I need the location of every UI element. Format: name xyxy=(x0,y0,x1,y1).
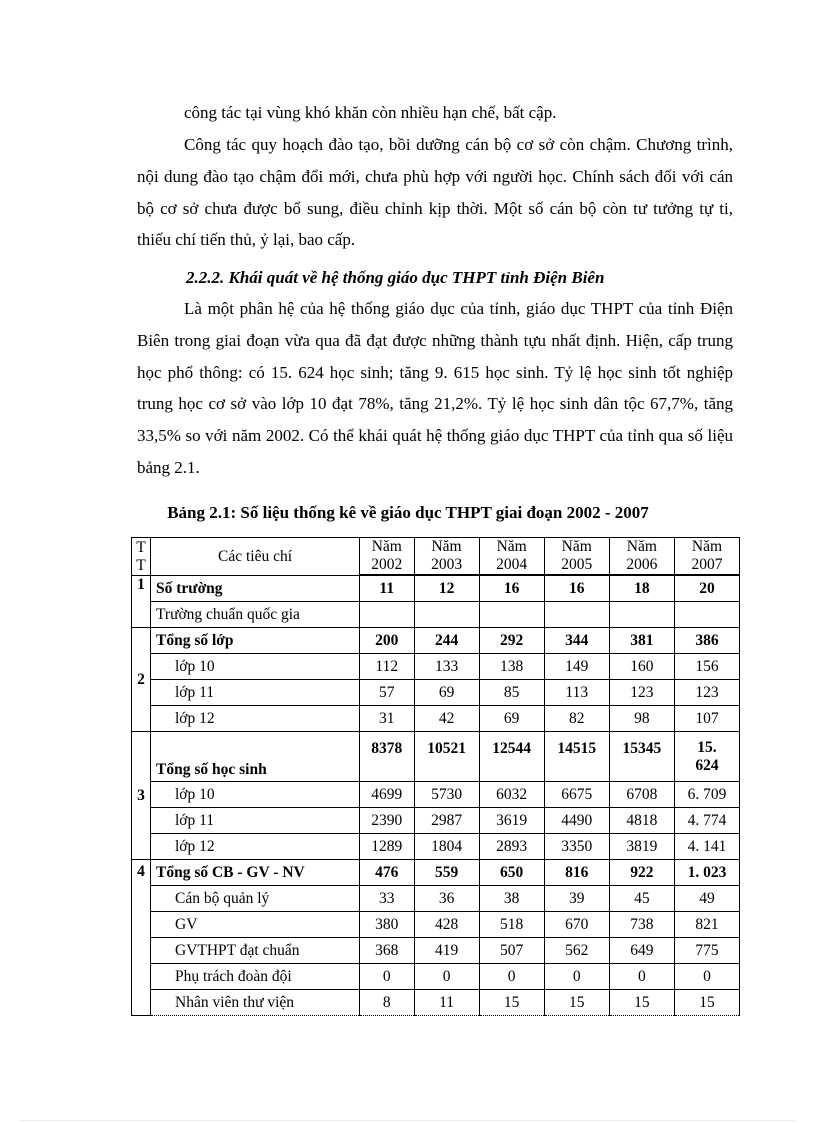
cell: 292 xyxy=(479,628,544,654)
cell: 138 xyxy=(479,654,544,680)
group-number: 3 xyxy=(132,732,151,860)
cell: 57 xyxy=(360,680,415,706)
cell: 4699 xyxy=(360,782,415,808)
cell: 14515 xyxy=(544,732,609,782)
cell: 6032 xyxy=(479,782,544,808)
cell: 344 xyxy=(544,628,609,654)
cell: 31 xyxy=(360,706,415,732)
cell: 559 xyxy=(414,860,479,886)
row-label: lớp 10 xyxy=(151,654,360,680)
cell: 15 xyxy=(479,990,544,1016)
cell: 98 xyxy=(609,706,674,732)
paragraph-training: Công tác quy hoạch đào tạo, bồi dưỡng cán bộ cơ sở còn chậm. Chương trình, nội dung đào tạo chậm đổi mới, chưa phù hợp với người học. Chính sách đối với cán bộ cơ sở chưa được bổ sung, điều chỉnh kịp thời. Một số cán bộ còn tư tưởng tự ti, thiếu chí tiến thủ, ỷ lại, bao cấp. xyxy=(137,135,733,250)
cell: 428 xyxy=(414,912,479,938)
cell: 922 xyxy=(609,860,674,886)
row-label: Tổng số CB - GV - NV xyxy=(151,860,360,886)
cell xyxy=(414,602,479,628)
row-label: GVTHPT đạt chuẩn xyxy=(151,938,360,964)
cell: 156 xyxy=(674,654,739,680)
row-label: lớp 11 xyxy=(151,808,360,834)
cell: 42 xyxy=(414,706,479,732)
cell: 36 xyxy=(414,886,479,912)
statistics-table xyxy=(131,537,740,1016)
cell: 112 xyxy=(360,654,415,680)
row-label: Tổng số học sinh xyxy=(151,732,360,782)
cell: 33 xyxy=(360,886,415,912)
cell: 15 xyxy=(544,990,609,1016)
cell: 113 xyxy=(544,680,609,706)
row-label: Nhân viên thư viện xyxy=(151,990,360,1016)
cell xyxy=(609,602,674,628)
cell: 8378 xyxy=(360,732,415,782)
cell: 518 xyxy=(479,912,544,938)
cell: 0 xyxy=(544,964,609,990)
row-label: lớp 12 xyxy=(151,706,360,732)
cell: 160 xyxy=(609,654,674,680)
table-row xyxy=(132,628,740,654)
table-row xyxy=(132,990,740,1016)
cell: 1. 023 xyxy=(674,860,739,886)
cell: 0 xyxy=(360,964,415,990)
cell: 149 xyxy=(544,654,609,680)
table-caption: Bảng 2.1: Số liệu thống kê về giáo dục THPT giai đoạn 2002 - 2007 xyxy=(167,503,649,522)
table-row xyxy=(132,732,740,782)
year-header: Năm 2002 xyxy=(360,538,415,575)
cell: 507 xyxy=(479,938,544,964)
cell: 368 xyxy=(360,938,415,964)
cell: 4. 774 xyxy=(674,808,739,834)
table-header-row xyxy=(132,538,740,575)
cell: 15. 624 xyxy=(674,732,739,782)
table-row xyxy=(132,860,740,886)
cell: 123 xyxy=(609,680,674,706)
cell: 38 xyxy=(479,886,544,912)
cell: 816 xyxy=(544,860,609,886)
cell xyxy=(479,602,544,628)
cell: 16 xyxy=(544,576,609,602)
cell: 20 xyxy=(674,576,739,602)
cell: 107 xyxy=(674,706,739,732)
cell: 4818 xyxy=(609,808,674,834)
cell: 39 xyxy=(544,886,609,912)
cell: 12544 xyxy=(479,732,544,782)
cell: 1289 xyxy=(360,834,415,860)
cell xyxy=(360,602,415,628)
cell: 85 xyxy=(479,680,544,706)
cell: 6708 xyxy=(609,782,674,808)
cell: 69 xyxy=(479,706,544,732)
table-row xyxy=(132,912,740,938)
cell: 12 xyxy=(414,576,479,602)
cell: 4. 141 xyxy=(674,834,739,860)
table-row xyxy=(132,886,740,912)
cell: 3819 xyxy=(609,834,674,860)
cell: 738 xyxy=(609,912,674,938)
cell: 821 xyxy=(674,912,739,938)
year-header: Năm 2007 xyxy=(674,538,739,575)
cell: 10521 xyxy=(414,732,479,782)
table-row xyxy=(132,938,740,964)
cell: 381 xyxy=(609,628,674,654)
table-row xyxy=(132,654,740,680)
cell: 4490 xyxy=(544,808,609,834)
year-header: Năm 2006 xyxy=(609,538,674,575)
cell: 650 xyxy=(479,860,544,886)
cell: 16 xyxy=(479,576,544,602)
cell: 49 xyxy=(674,886,739,912)
cell: 8 xyxy=(360,990,415,1016)
row-label: Phụ trách đoàn đội xyxy=(151,964,360,990)
year-header: Năm 2003 xyxy=(414,538,479,575)
cell: 18 xyxy=(609,576,674,602)
row-label: Trường chuẩn quốc gia xyxy=(151,602,360,628)
cell: 649 xyxy=(609,938,674,964)
row-label: Cán bộ quản lý xyxy=(151,886,360,912)
cell: 2893 xyxy=(479,834,544,860)
cell: 69 xyxy=(414,680,479,706)
row-label: Tổng số lớp xyxy=(151,628,360,654)
cell: 1804 xyxy=(414,834,479,860)
cell: 82 xyxy=(544,706,609,732)
cell: 15345 xyxy=(609,732,674,782)
cell: 380 xyxy=(360,912,415,938)
cell: 123 xyxy=(674,680,739,706)
cell: 200 xyxy=(360,628,415,654)
row-label: Số trường xyxy=(151,576,360,602)
cell xyxy=(674,602,739,628)
table-row xyxy=(132,680,740,706)
table-row xyxy=(132,964,740,990)
cell: 133 xyxy=(414,654,479,680)
page-bottom-divider xyxy=(20,1120,796,1121)
group-number: 4 xyxy=(132,860,151,1016)
table-row xyxy=(132,602,740,628)
cell: 3619 xyxy=(479,808,544,834)
cell: 11 xyxy=(360,576,415,602)
cell: 775 xyxy=(674,938,739,964)
table-row xyxy=(132,808,740,834)
cell: 3350 xyxy=(544,834,609,860)
cell: 11 xyxy=(414,990,479,1016)
table-row xyxy=(132,782,740,808)
cell: 45 xyxy=(609,886,674,912)
criteria-header: Các tiêu chí xyxy=(151,538,360,576)
table-row xyxy=(132,706,740,732)
cell: 0 xyxy=(414,964,479,990)
cell: 562 xyxy=(544,938,609,964)
table-row xyxy=(132,576,740,602)
cell: 0 xyxy=(674,964,739,990)
cell: 386 xyxy=(674,628,739,654)
year-header: Năm 2004 xyxy=(479,538,544,575)
row-label: lớp 10 xyxy=(151,782,360,808)
cell: 2390 xyxy=(360,808,415,834)
year-header: Năm 2005 xyxy=(544,538,609,575)
cell: 419 xyxy=(414,938,479,964)
tt-header: T T xyxy=(132,538,151,576)
cell: 15 xyxy=(609,990,674,1016)
group-number: 1 xyxy=(132,576,151,628)
cell: 244 xyxy=(414,628,479,654)
cell: 5730 xyxy=(414,782,479,808)
cell: 15 xyxy=(674,990,739,1016)
section-heading: 2.2.2. Khái quát về hệ thống giáo dục THPT tỉnh Điện Biên xyxy=(186,268,605,287)
paragraph-continuation: công tác tại vùng khó khăn còn nhiều hạn chế, bất cập. xyxy=(184,103,557,122)
row-label: lớp 11 xyxy=(151,680,360,706)
table-row xyxy=(132,834,740,860)
cell: 6. 709 xyxy=(674,782,739,808)
paragraph-overview: Là một phân hệ của hệ thống giáo dục của tỉnh, giáo dục THPT của tỉnh Điện Biên trong giai đoạn vừa qua đã đạt được những thành tựu nhất định. Hiện, cấp trung học phổ thông: có 15. 624 học sinh; tăng 9. 615 học sinh. Tỷ lệ học sinh tốt nghiệp trung học cơ sở vào lớp 10 đạt 78%, tăng 21,2%. Tỷ lệ học sinh dân tộc 67,7%, tăng 33,5% so với năm 2002. Có thể khái quát hệ thống giáo dục THPT của tỉnh qua số liệu bảng 2.1. xyxy=(137,299,733,477)
group-number: 2 xyxy=(132,628,151,732)
cell: 670 xyxy=(544,912,609,938)
cell: 6675 xyxy=(544,782,609,808)
cell: 0 xyxy=(609,964,674,990)
cell: 2987 xyxy=(414,808,479,834)
cell: 476 xyxy=(360,860,415,886)
row-label: lớp 12 xyxy=(151,834,360,860)
cell xyxy=(544,602,609,628)
row-label: GV xyxy=(151,912,360,938)
cell: 0 xyxy=(479,964,544,990)
